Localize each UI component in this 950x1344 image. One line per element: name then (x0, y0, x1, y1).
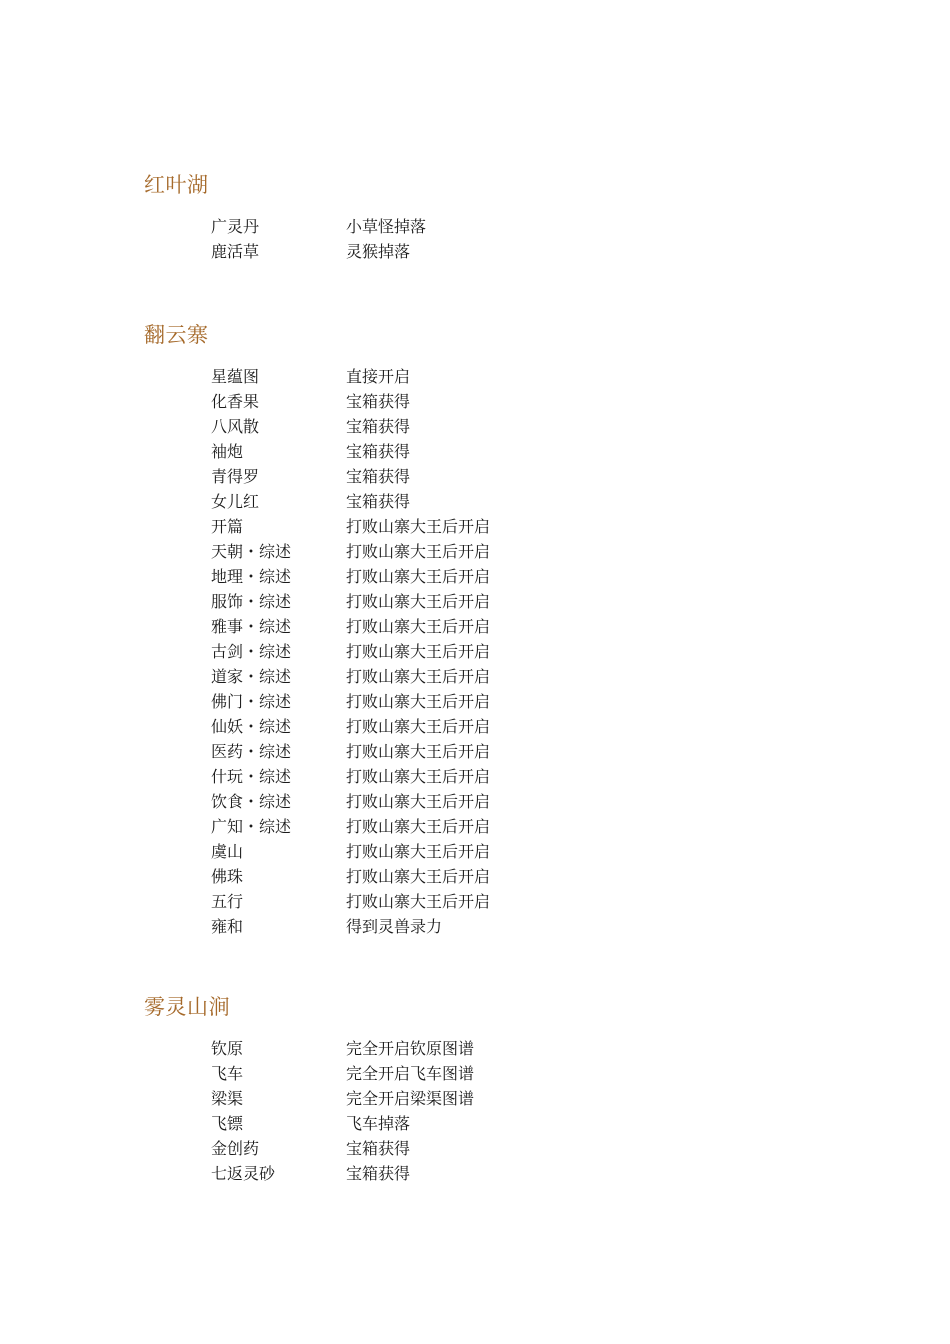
item-name: 星蕴图 (211, 367, 260, 386)
item-name: 天朝・综述 (211, 542, 292, 561)
item-name: 梁渠 (211, 1089, 244, 1108)
item-name: 服饰・综述 (211, 592, 292, 611)
list-item (0, 567, 950, 592)
list-item (0, 542, 950, 567)
item-name: 地理・综述 (211, 567, 292, 586)
item-name: 佛珠 (211, 867, 244, 886)
list-item (0, 917, 950, 942)
item-source: 灵猴掉落 (346, 242, 411, 261)
list-item (0, 1164, 950, 1189)
list-item (0, 1089, 950, 1114)
list-item (0, 467, 950, 492)
list-item (0, 1114, 950, 1139)
item-source: 完全开启钦原图谱 (346, 1039, 475, 1058)
item-name: 飞镖 (211, 1114, 244, 1133)
item-name: 医药・综述 (211, 742, 292, 761)
list-item (0, 442, 950, 467)
list-item (0, 792, 950, 817)
item-source: 飞车掉落 (346, 1114, 411, 1133)
item-name: 古剑・综述 (211, 642, 292, 661)
item-source: 宝箱获得 (346, 1139, 411, 1158)
item-source: 打败山寨大王后开启 (346, 692, 491, 711)
item-name: 八风散 (211, 417, 260, 436)
item-name: 七返灵砂 (211, 1164, 276, 1183)
list-item (0, 592, 950, 617)
item-source: 打败山寨大王后开启 (346, 742, 491, 761)
section-title: 翻云寨 (144, 323, 209, 347)
list-item (0, 642, 950, 667)
list-item (0, 392, 950, 417)
item-source: 宝箱获得 (346, 442, 411, 461)
item-source: 打败山寨大王后开启 (346, 842, 491, 861)
item-source: 打败山寨大王后开启 (346, 667, 491, 686)
item-name: 飞车 (211, 1064, 244, 1083)
item-name: 钦原 (211, 1039, 244, 1058)
item-source: 打败山寨大王后开启 (346, 717, 491, 736)
item-name: 什玩・综述 (211, 767, 292, 786)
section-title: 雾灵山涧 (144, 995, 230, 1019)
item-source: 打败山寨大王后开启 (346, 867, 491, 886)
item-source: 直接开启 (346, 367, 411, 386)
list-item (0, 817, 950, 842)
item-name: 女儿红 (211, 492, 260, 511)
item-name: 化香果 (211, 392, 260, 411)
item-name: 仙妖・综述 (211, 717, 292, 736)
list-item (0, 367, 950, 392)
item-name: 广灵丹 (211, 217, 260, 236)
list-item (0, 1139, 950, 1164)
list-item (0, 417, 950, 442)
list-item (0, 892, 950, 917)
list-item (0, 717, 950, 742)
item-name: 饮食・综述 (211, 792, 292, 811)
item-source: 打败山寨大王后开启 (346, 542, 491, 561)
item-name: 雅事・综述 (211, 617, 292, 636)
item-source: 打败山寨大王后开启 (346, 517, 491, 536)
list-item (0, 692, 950, 717)
item-name: 道家・综述 (211, 667, 292, 686)
item-source: 打败山寨大王后开启 (346, 817, 491, 836)
item-source: 完全开启梁渠图谱 (346, 1089, 475, 1108)
list-item (0, 742, 950, 767)
item-name: 虞山 (211, 842, 244, 861)
list-item (0, 1064, 950, 1089)
item-name: 袖炮 (211, 442, 244, 461)
list-item (0, 842, 950, 867)
item-name: 鹿活草 (211, 242, 260, 261)
item-source: 打败山寨大王后开启 (346, 892, 491, 911)
item-source: 打败山寨大王后开启 (346, 592, 491, 611)
item-source: 打败山寨大王后开启 (346, 792, 491, 811)
item-source: 宝箱获得 (346, 1164, 411, 1183)
item-name: 五行 (211, 892, 244, 911)
item-name: 青得罗 (211, 467, 260, 486)
item-source: 完全开启飞车图谱 (346, 1064, 475, 1083)
item-source: 打败山寨大王后开启 (346, 767, 491, 786)
item-name: 雍和 (211, 917, 244, 936)
list-item (0, 867, 950, 892)
item-source: 宝箱获得 (346, 392, 411, 411)
item-source: 打败山寨大王后开启 (346, 617, 491, 636)
list-item (0, 617, 950, 642)
item-name: 开篇 (211, 517, 244, 536)
list-item (0, 217, 950, 242)
item-source: 宝箱获得 (346, 492, 411, 511)
list-item (0, 242, 950, 267)
section-title: 红叶湖 (144, 173, 209, 197)
item-name: 佛门・综述 (211, 692, 292, 711)
item-source: 打败山寨大王后开启 (346, 567, 491, 586)
item-name: 金创药 (211, 1139, 260, 1158)
item-source: 打败山寨大王后开启 (346, 642, 491, 661)
item-source: 小草怪掉落 (346, 217, 427, 236)
list-item (0, 517, 950, 542)
list-item (0, 767, 950, 792)
list-item (0, 667, 950, 692)
item-source: 得到灵兽录力 (346, 917, 443, 936)
item-name: 广知・综述 (211, 817, 292, 836)
item-source: 宝箱获得 (346, 467, 411, 486)
item-source: 宝箱获得 (346, 417, 411, 436)
list-item (0, 492, 950, 517)
list-item (0, 1039, 950, 1064)
